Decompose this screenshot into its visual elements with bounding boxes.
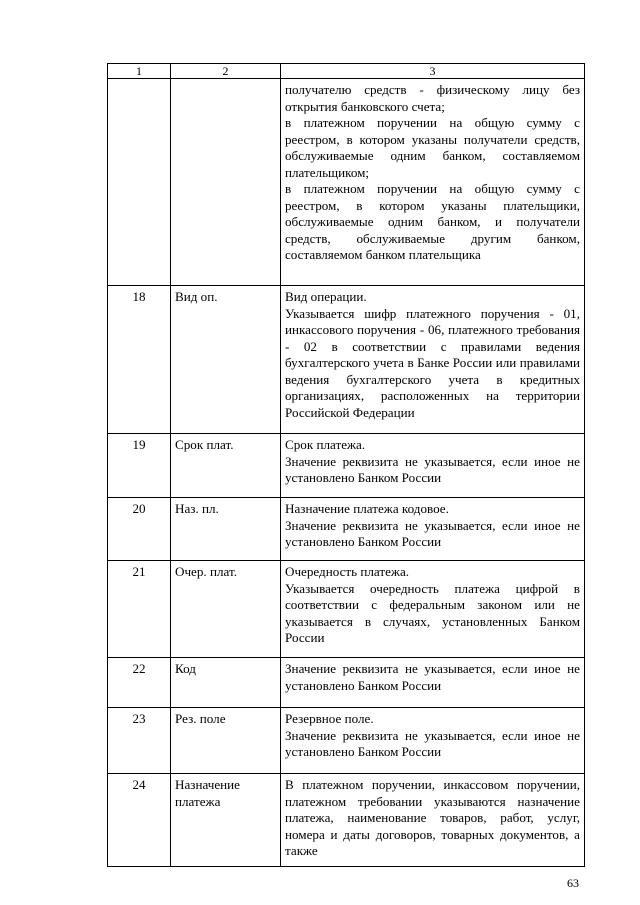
row-number: 22 <box>108 658 171 708</box>
row-description <box>281 658 585 708</box>
row-name <box>171 79 281 286</box>
table-row <box>108 79 585 286</box>
row-name: Назначение платежа <box>171 774 281 867</box>
table-row <box>108 561 585 658</box>
column-header: 1 <box>108 64 171 79</box>
description-line: В платежном поручении, инкассовом поручении, платежном требовании указываются назначение платежа, наименование товаров, работ, услуг, номера и даты договоров, товарных документов, а также <box>285 777 580 858</box>
table-row <box>108 434 585 498</box>
description-line: Значение реквизита не указывается, если иное не установлено Банком России <box>285 453 580 485</box>
description-line: в платежном поручении на общую сумму с реестром, в котором указаны получатели средств, обслуживаемые одним банком, составляемом плательщиком; <box>285 115 580 180</box>
description-line: получателю средств - физическому лицу без открытия банковского счета; <box>285 82 580 114</box>
table-row <box>108 774 585 867</box>
description-line: Значение реквизита не указывается, если иное не установлено Банком России <box>285 517 580 549</box>
table-row <box>108 658 585 708</box>
row-name: Срок плат. <box>171 434 281 498</box>
row-number <box>108 79 171 286</box>
description-line: Указывается шифр платежного поручения - 01, инкассового поручения - 06, платежного требования - 02 в соответствии с правилами ведения бухгалтерского учета в Банке России или правилами ведения бухгалтерского учета в кредитных организациях, расположенных на территории Российской Федерации <box>285 305 580 420</box>
page-number: 63 <box>567 876 579 890</box>
row-name: Код <box>171 658 281 708</box>
row-description <box>281 708 585 774</box>
row-name: Очер. плат. <box>171 561 281 658</box>
description-line: Вид операции. <box>285 289 367 304</box>
description-line: в платежном поручении на общую сумму с реестром, в котором указаны плательщики, обслуживаемые одним банком, и получатели средств, обслуживаемые другим банком, составляемом банком плательщика <box>285 181 580 262</box>
row-name: Наз. пл. <box>171 498 281 561</box>
row-number: 19 <box>108 434 171 498</box>
description-line: Назначение платежа кодовое. <box>285 501 449 516</box>
column-header: 3 <box>281 64 585 79</box>
row-number: 24 <box>108 774 171 867</box>
row-name: Вид оп. <box>171 286 281 434</box>
column-header: 2 <box>171 64 281 79</box>
row-number: 21 <box>108 561 171 658</box>
description-line: Указывается очередность платежа цифрой в соответствии с федеральным законом или не указывается в случаях, установленных Банком России <box>285 580 580 645</box>
row-number: 23 <box>108 708 171 774</box>
row-description <box>281 79 585 286</box>
row-description <box>281 434 585 498</box>
row-number: 20 <box>108 498 171 561</box>
description-line: Очередность платежа. <box>285 564 410 579</box>
table-row <box>108 708 585 774</box>
table-row <box>108 498 585 561</box>
requisites-table <box>107 63 585 867</box>
row-description <box>281 286 585 434</box>
description-line: Срок платежа. <box>285 437 366 452</box>
description-line: Значение реквизита не указывается, если иное не установлено Банком России <box>285 661 580 693</box>
description-line: Резервное поле. <box>285 711 374 726</box>
row-description <box>281 774 585 867</box>
row-description <box>281 561 585 658</box>
row-number: 18 <box>108 286 171 434</box>
table-header-row <box>108 64 585 79</box>
description-line: Значение реквизита не указывается, если иное не установлено Банком России <box>285 727 580 759</box>
row-name: Рез. поле <box>171 708 281 774</box>
table-row <box>108 286 585 434</box>
row-description <box>281 498 585 561</box>
